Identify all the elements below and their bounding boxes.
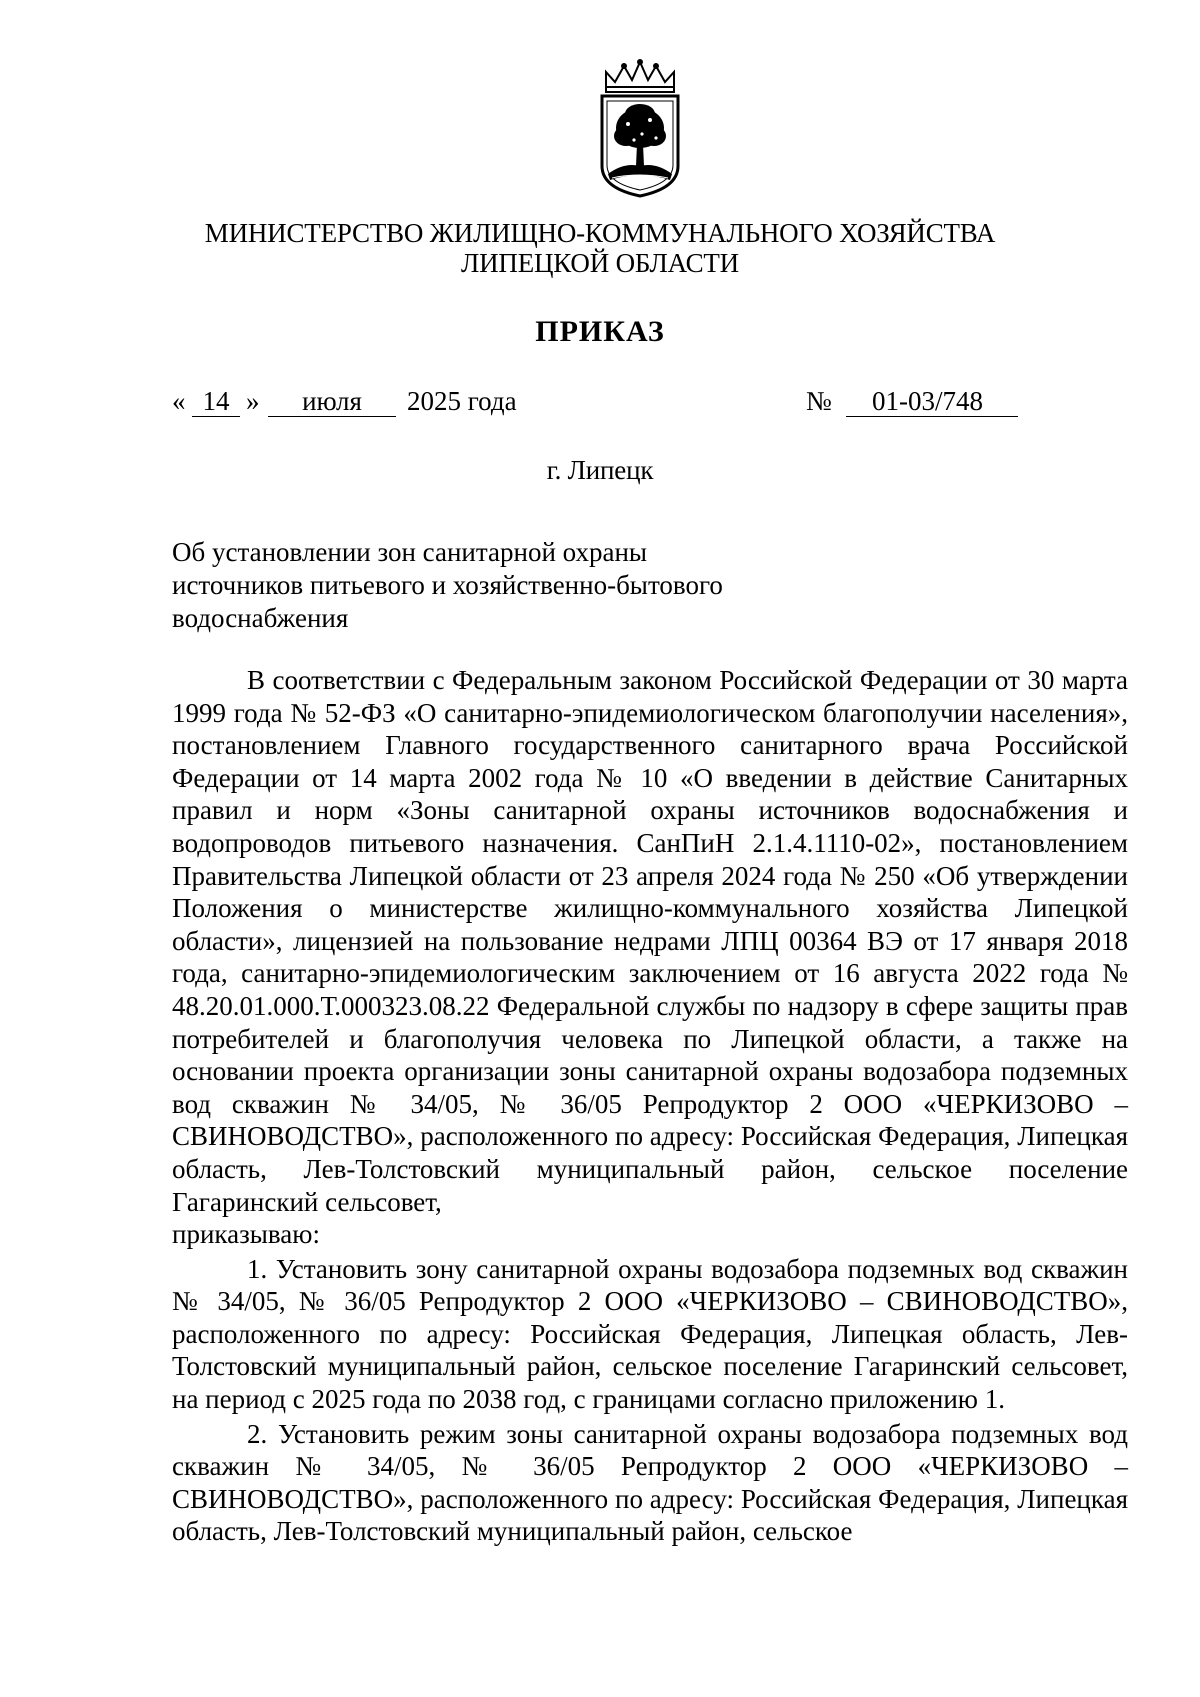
document-number [846, 386, 1018, 417]
document-body [172, 664, 1128, 1548]
document-type-title: ПРИКАЗ [535, 315, 665, 348]
order-item-1: 1. Установить зону санитарной охраны водозабора подземных вод скважин № 34/05, № 36/05 Репродуктор 2 ООО «ЧЕРКИЗОВО – СВИНОВОДСТВО», расположенного по адресу: Российская Федерация, Липецкая область, Лев-Толстовский муниципальный район, сельское поселение Гагаринский сельсовет, на период с 2025 года по 2038 год, с границами согласно приложению 1. [172, 1253, 1128, 1415]
number-sign: № [806, 386, 832, 416]
city-name: г. Липецк [546, 455, 654, 485]
date-open-quote: « [172, 386, 186, 416]
date-year: 2025 года [407, 386, 517, 416]
order-item-2: 2. Установить режим зоны санитарной охраны водозабора подземных вод скважин № 34/05, № 36/05 Репродуктор 2 ООО «ЧЕРКИЗОВО – СВИНОВОДСТВО», расположенного по адресу: Российская Федерация, Липецкая область, Лев-Толстовский муниципальный район, сельское [172, 1418, 1128, 1547]
date-day: 14 [192, 386, 240, 417]
ministry-name-line1: МИНИСТЕРСТВО ЖИЛИЩНО-КОММУНАЛЬНОГО ХОЗЯЙСТВА [204, 218, 996, 248]
date-month: июля [268, 386, 396, 417]
order-word: приказываю: [172, 1219, 320, 1250]
subject-line1: Об установлении зон санитарной охраны [172, 537, 648, 567]
ministry-name [0, 218, 1200, 278]
date-close-quote: » [246, 386, 260, 416]
coat-of-arms-emblem [598, 58, 682, 198]
ministry-name-line2: ЛИПЕЦКОЙ ОБЛАСТИ [461, 248, 739, 278]
subject-line2: источников питьевого и хозяйственно-бытового [172, 570, 723, 600]
subject-line3: водоснабжения [172, 603, 349, 633]
date-and-number-line [0, 386, 1200, 420]
document-number-value: 01-03/748 [872, 386, 983, 416]
document-subject [172, 536, 792, 635]
preamble-paragraph: В соответствии с Федеральным законом Российской Федерации от 30 марта 1999 года № 52-ФЗ «О санитарно-эпидемиологическом благополучии населения», постановлением Главного государственного санитарного врача Российской Федерации от 14 марта 2002 года № 10 «О введении в действие Санитарных правил и норм «Зоны санитарной охраны источников водоснабжения и водопроводов питьевого назначения. СанПиН 2.1.4.1110-02», постановлением Правительства Липецкой области от 23 апреля 2024 года № 250 «Об утверждении Положения о министерстве жилищно-коммунального хозяйства Липецкой области», лицензией на пользование недрами ЛПЦ 00364 ВЭ от 17 января 2018 года, санитарно-эпидемиологическим заключением от 16 августа 2022 года № 48.20.01.000.Т.000323.08.22 Федеральной службы по надзору в сфере защиты прав потребителей и благополучия человека по Липецкой области, а также на основании проекта организации зоны санитарной охраны водозабора подземных вод скважин № 34/05, № 36/05 Репродуктор 2 ООО «ЧЕРКИЗОВО – СВИНОВОДСТВО», расположенного по адресу: Российская Федерация, Липецкая область, Лев-Толстовский муниципальный район, сельское поселение Гагаринский сельсовет, [172, 665, 1128, 1217]
